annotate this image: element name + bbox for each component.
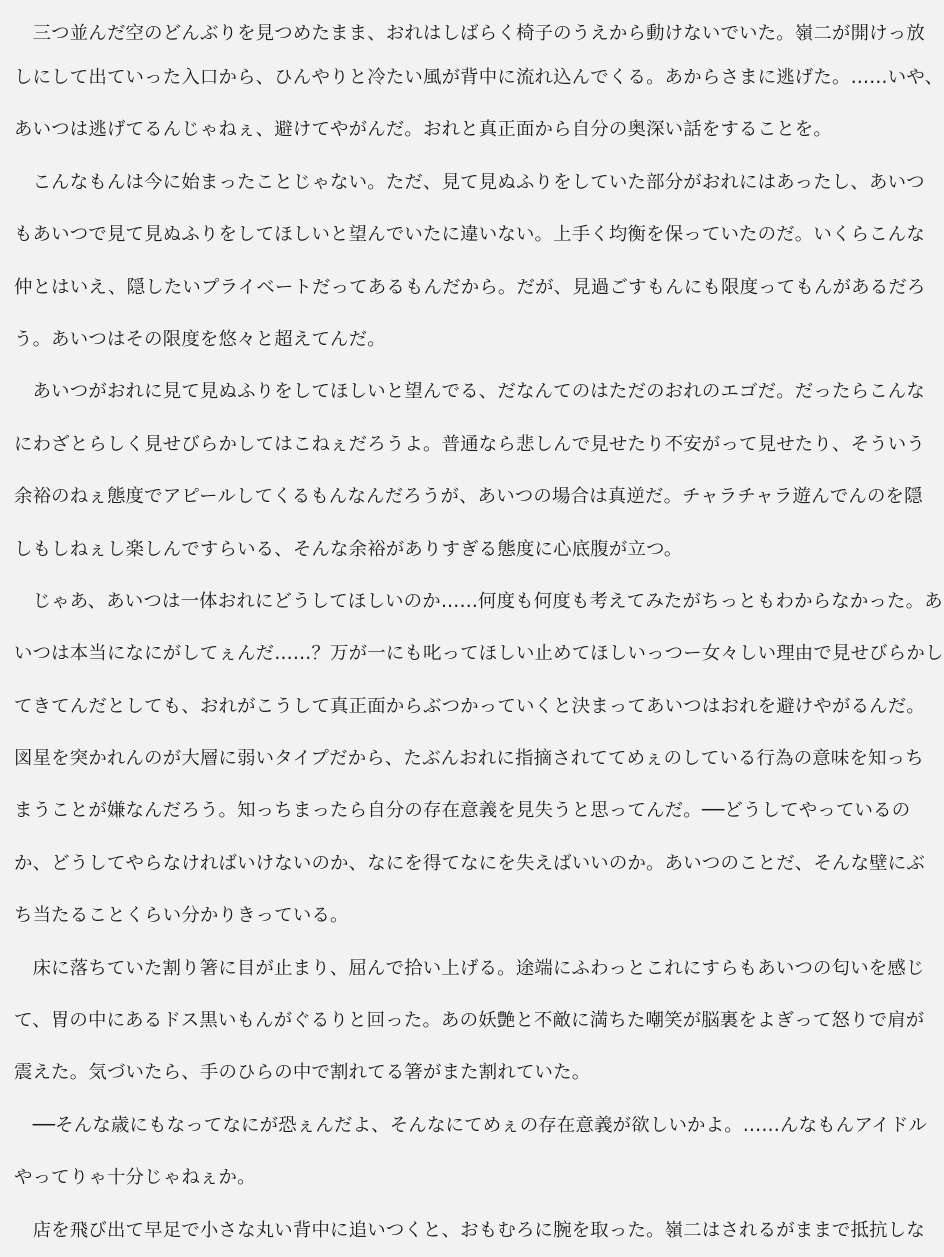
text-line: こんなもんは今に始まったことじゃない。ただ、見て見ぬふりをしていた部分がおれにはあったし、あいつ <box>14 171 925 193</box>
text-line: 余裕のねぇ態度でアピールしてくるもんなんだろうが、あいつの場合は真逆だ。チャラチャラ遊んでんのを隠 <box>14 486 923 508</box>
text-line: 三つ並んだ空のどんぶりを見つめたまま、おれはしばらく椅子のうえから動けないでいた。嶺二が開けっ放 <box>14 23 925 44</box>
text-line: て、胃の中にあるドス黒いもんがぐるりと回った。あの妖艶と不敵に満ちた嘲笑が脳裏をよぎって怒りで肩が <box>14 1010 925 1032</box>
text-line: ──そんな歳にもなってなにが恐ぇんだよ、そんなにてめぇの存在意義が欲しいかよ。……んなもんアイドル <box>14 1114 928 1136</box>
text-line: にわざとらしく見せびらかしてはこねぇだろうよ。普通なら悲しんで見せたり不安がって見せたり、そういう <box>14 433 925 455</box>
text-line: ち当たることくらい分かりきっている。 <box>14 905 349 927</box>
text-line: てきてんだとしても、おれがこうして真正面からぶつかっていくと決まってあいつはおれを避けやがるんだ。 <box>14 695 925 717</box>
text-line: しもしねぇし楽しんですらいる、そんな余裕がありすぎる態度に心底腹が立つ。 <box>14 538 683 560</box>
text-line: 震えた。気づいたら、手のひらの中で割れてる箸がまた割れていた。 <box>14 1062 591 1084</box>
text-line: まうことが嫌なんだろう。知っちまったら自分の存在意義を見失うと思ってんだ。──どうしてやっているの <box>14 800 911 822</box>
text-line: あいつがおれに見て見ぬふりをしてほしいと望んでる、だなんてのはただのおれのエゴだ。だったらこんな <box>14 381 925 403</box>
text-line: か、どうしてやらなければいけないのか、なにを得てなにを失えばいいのか。あいつのことだ、そんな壁にぶ <box>14 852 925 874</box>
text-line: 仲とはいえ、隠したいプライベートだってあるもんだから。だが、見過ごすもんにも限度ってもんがあるだろ <box>14 276 926 298</box>
text-line: やってりゃ十分じゃねぇか。 <box>14 1167 256 1189</box>
text-line: う。あいつはその限度を悠々と超えてんだ。 <box>14 328 386 350</box>
text-line: 店を飛び出て早足で小さな丸い背中に追いつくと、おもむろに腕を取った。嶺二はされるがままで抵抗しな <box>14 1219 925 1241</box>
text-line: じゃあ、あいつは一体おれにどうしてほしいのか……何度も何度も考えてみたがちっともわからなかった。あ <box>14 590 943 612</box>
text-line: いつは本当になにがしてぇんだ……？万が一にも叱ってほしい止めてほしいっつー女々しい理由で見せびらかし <box>14 643 944 665</box>
text-line: あいつは逃げてるんじゃねぇ、避けてやがんだ。おれと真正面から自分の奥深い話をすることを。 <box>14 119 832 141</box>
text-line: しにして出ていった入口から、ひんやりと冷たい風が背中に流れ込んでくる。あからさまに逃げた。……いや、 <box>14 67 944 88</box>
text-line: 図星を突かれんのが大層に弱いタイプだから、たぶんおれに指摘されててめぇのしている行為の意味を知っち <box>14 748 924 770</box>
text-line: もあいつで見て見ぬふりをしてほしいと望んでいたに違いない。上手く均衡を保っていたのだ。いくらこんな <box>14 224 925 246</box>
text-line: 床に落ちていた割り箸に目が止まり、屈んで拾い上げる。途端にふわっとこれにすらもあいつの匂いを感じ <box>14 957 925 979</box>
